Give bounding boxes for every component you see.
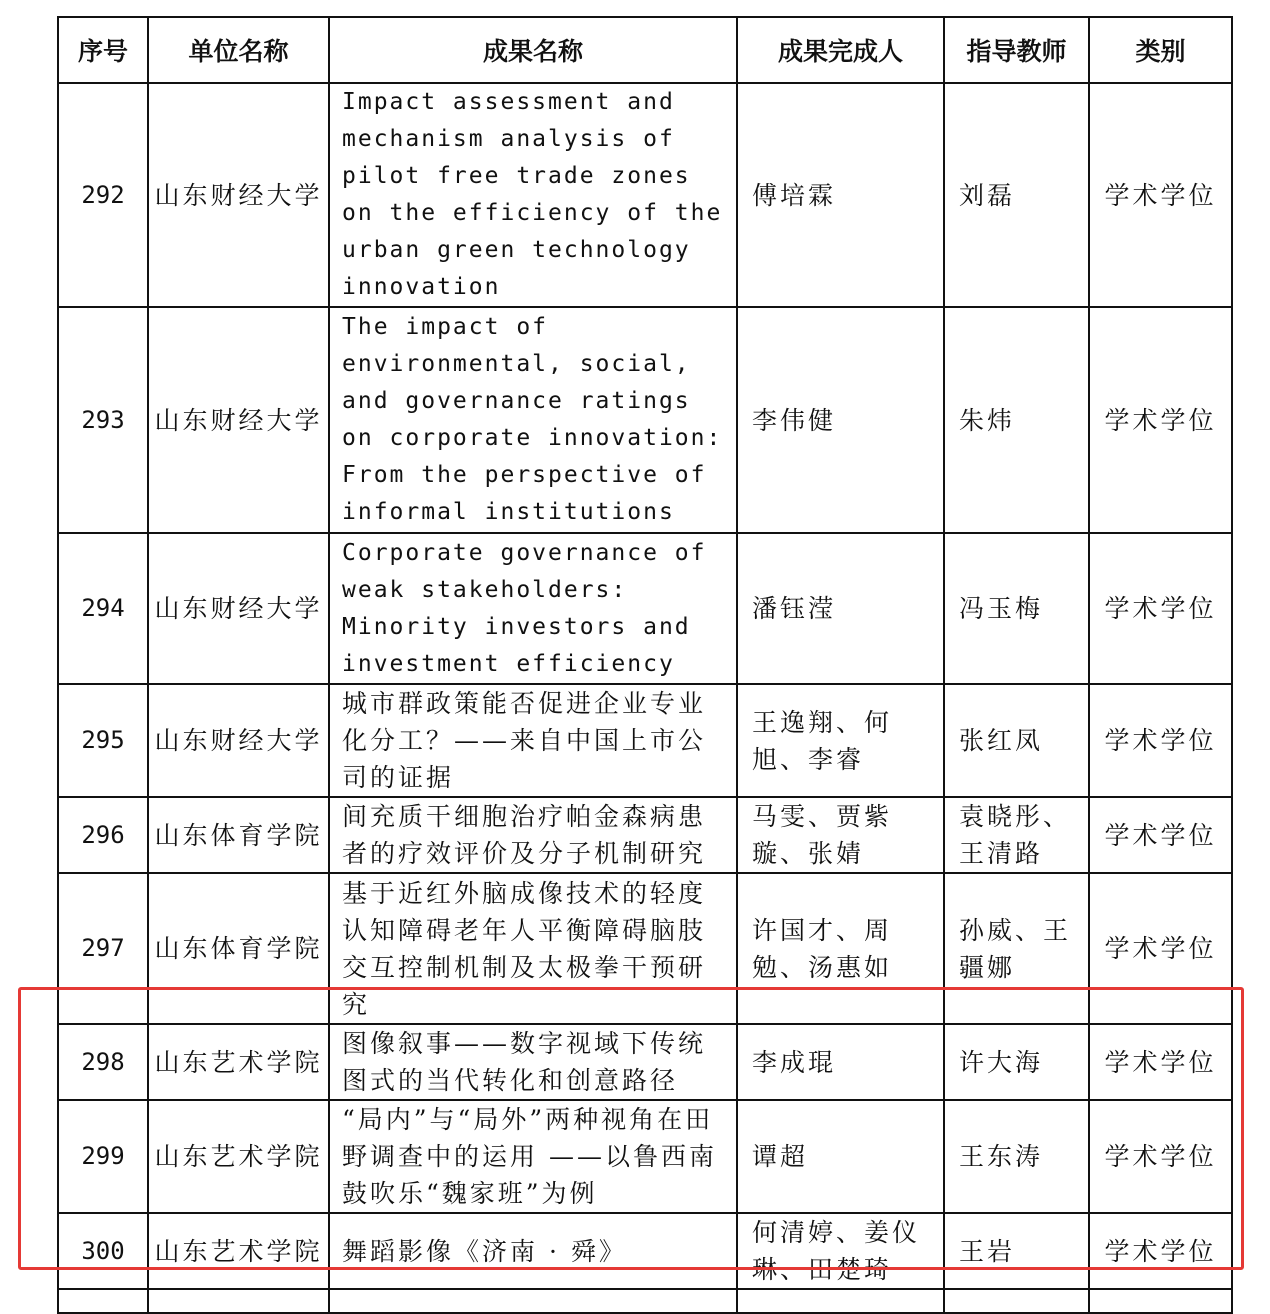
row-advisor: 袁晓彤、王清路	[944, 797, 1089, 873]
row-title: 间充质干细胞治疗帕金森病患者的疗效评价及分子机制研究	[329, 797, 737, 873]
table-row	[58, 684, 1232, 797]
row-authors: 谭超	[737, 1100, 944, 1213]
row-no: 293	[58, 307, 148, 533]
row-type: 学术学位	[1089, 873, 1232, 1024]
row-type: 学术学位	[1089, 83, 1232, 307]
row-advisor: 许大海	[944, 1024, 1089, 1100]
row-no: 299	[58, 1100, 148, 1213]
row-no: 296	[58, 797, 148, 873]
row-no: 294	[58, 533, 148, 684]
row-type: 学术学位	[1089, 684, 1232, 797]
row-advisor: 冯玉梅	[944, 533, 1089, 684]
row-advisor: 孙威、王疆娜	[944, 873, 1089, 1024]
row-title: “局内”与“局外”两种视角在田野调查中的运用 ——以鲁西南鼓吹乐“魏家班”为例	[329, 1100, 737, 1213]
row-title: 图像叙事——数字视域下传统图式的当代转化和创意路径	[329, 1024, 737, 1100]
row-title: Impact assessment and mechanism analysis of pilot free trade zones on the efficiency of the urban green technology innovation	[329, 83, 737, 307]
row-authors: 傅培霖	[737, 83, 944, 307]
row-type: 学术学位	[1089, 1024, 1232, 1100]
row-authors: 何清婷、姜仪琳、田楚琦	[737, 1213, 944, 1289]
row-title: The impact of environmental, social, and governance ratings on corporate innovation: From the perspective of informal institutions	[329, 307, 737, 533]
header-type: 类别	[1089, 17, 1232, 83]
row-no: 292	[58, 83, 148, 307]
row-authors: 潘钰滢	[737, 533, 944, 684]
row-advisor: 朱炜	[944, 307, 1089, 533]
row-unit: 山东艺术学院	[148, 1213, 329, 1289]
table-header-row	[58, 17, 1232, 83]
row-authors: 许国才、周勉、汤惠如	[737, 873, 944, 1024]
row-type: 学术学位	[1089, 1100, 1232, 1213]
row-unit: 山东财经大学	[148, 307, 329, 533]
header-title: 成果名称	[329, 17, 737, 83]
row-unit: 山东艺术学院	[148, 1024, 329, 1100]
row-advisor: 刘磊	[944, 83, 1089, 307]
row-type: 学术学位	[1089, 533, 1232, 684]
row-unit: 山东财经大学	[148, 684, 329, 797]
header-authors: 成果完成人	[737, 17, 944, 83]
awards-table	[57, 16, 1233, 1314]
table-row	[58, 533, 1232, 684]
row-unit: 山东艺术学院	[148, 1100, 329, 1213]
table-row-cut-off	[58, 1289, 1232, 1313]
row-no: 297	[58, 873, 148, 1024]
row-advisor: 王东涛	[944, 1100, 1089, 1213]
row-title: 基于近红外脑成像技术的轻度认知障碍老年人平衡障碍脑肢交互控制机制及太极拳干预研究	[329, 873, 737, 1024]
row-title: 城市群政策能否促进企业专业化分工？——来自中国上市公司的证据	[329, 684, 737, 797]
table-row	[58, 873, 1232, 1024]
table-row	[58, 83, 1232, 307]
row-type: 学术学位	[1089, 307, 1232, 533]
row-unit: 山东财经大学	[148, 83, 329, 307]
table-row	[58, 1024, 1232, 1100]
row-no: 298	[58, 1024, 148, 1100]
table-row	[58, 797, 1232, 873]
row-type: 学术学位	[1089, 797, 1232, 873]
table-row	[58, 1213, 1232, 1289]
row-title: 舞蹈影像《济南 · 舜》	[329, 1213, 737, 1289]
header-no: 序号	[58, 17, 148, 83]
row-authors: 王逸翔、何旭、李睿	[737, 684, 944, 797]
row-advisor: 王岩	[944, 1213, 1089, 1289]
row-authors: 李伟健	[737, 307, 944, 533]
row-title: Corporate governance of weak stakeholders: Minority investors and investment efficiency	[329, 533, 737, 684]
row-authors: 李成琨	[737, 1024, 944, 1100]
row-no: 300	[58, 1213, 148, 1289]
header-advisor: 指导教师	[944, 17, 1089, 83]
row-advisor: 张红凤	[944, 684, 1089, 797]
row-no: 295	[58, 684, 148, 797]
row-unit: 山东财经大学	[148, 533, 329, 684]
row-authors: 马雯、贾紫璇、张婧	[737, 797, 944, 873]
table-row	[58, 307, 1232, 533]
row-unit: 山东体育学院	[148, 873, 329, 1024]
table-row	[58, 1100, 1232, 1213]
row-unit: 山东体育学院	[148, 797, 329, 873]
header-unit: 单位名称	[148, 17, 329, 83]
row-type: 学术学位	[1089, 1213, 1232, 1289]
